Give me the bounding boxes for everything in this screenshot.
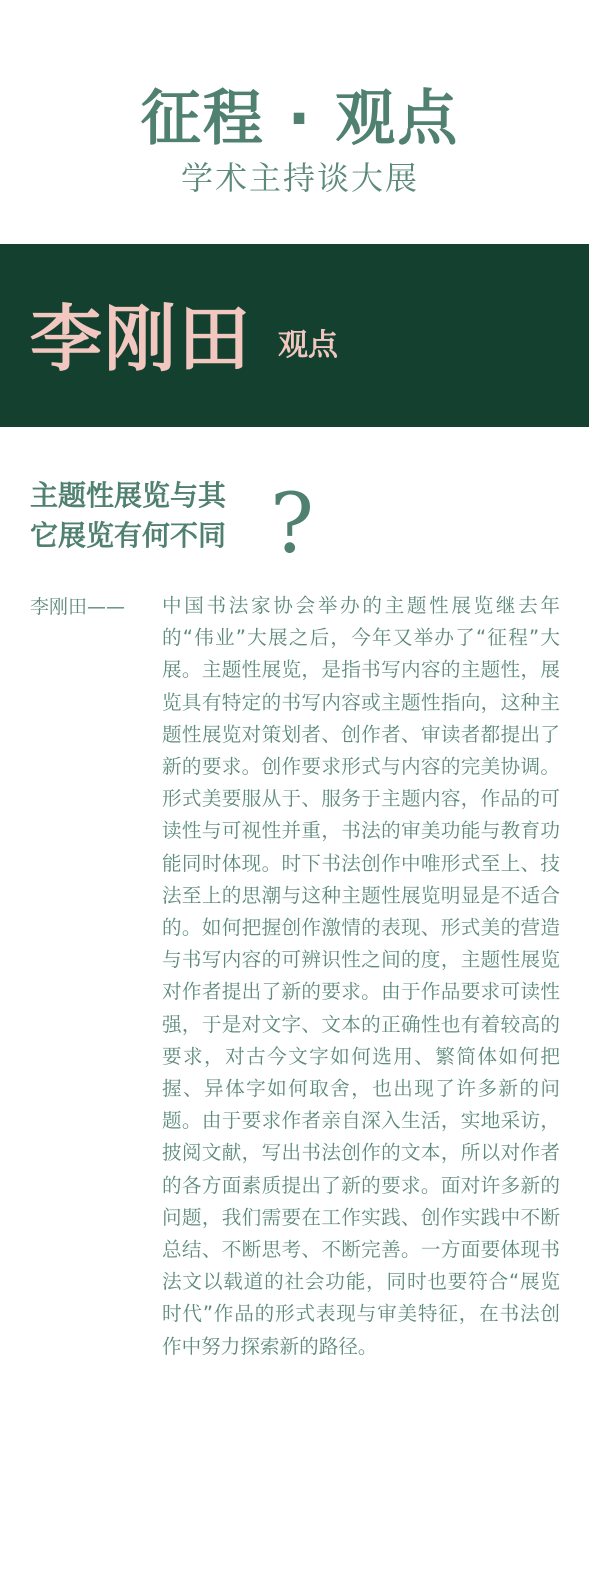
article-body: 中国书法家协会举办的主题性展览继去年的“伟业”大展之后，今年又举办了“征程”大展。主题性展览，是指书写内容的主题性，展览具有特定的书写内容或主题性指向，这种主题性展览对策划者、创作者、审读者都提出了新的要求。创作要求形式与内容的完美协调。形式美要服从于、服务于主题内容，作品的可读性与可视性并重，书法的审美功能与教育功能同时体现。时下书法创作中唯形式至上、技法至上的思潮与这种主题性展览明显是不适合的。如何把握创作激情的表现、形式美的营造与书写内容的可辨识性之间的度，主题性展览对作者提出了新的要求。由于作品要求可读性强，于是对文字、文本的正确性也有着较高的要求，对古今文字如何选用、繁简体如何把握、异体字如何取舍，也出现了许多新的问题。由于要求作者亲自深入生活，实地采访，披阅文献，写出书法创作的文本，所以对作者的各方面素质提出了新的要求。面对许多新的问题，我们需要在工作实践、创作实践中不断总结、不断思考、不断完善。一方面要体现书法文以载道的社会功能，同时也要符合“展览时代”作品的形式表现与审美特征，在书法创作中努力探索新的路径。 [162,594,560,1358]
page-title: 征程 · 观点 [140,84,460,154]
author-name: 李刚田 [30,296,253,381]
question-heading [30,476,290,556]
author-banner [0,244,589,427]
speaker-label: 李刚田—— [30,596,126,618]
page-header [0,84,600,198]
banner-tag: 观点 [278,328,338,363]
page-subtitle: 学术主持谈大展 [180,159,419,197]
question-mark: ? [270,477,314,572]
question-line-1: 主题性展览与其 [30,479,227,512]
question-line-2: 它展览有何不同 [30,519,227,552]
